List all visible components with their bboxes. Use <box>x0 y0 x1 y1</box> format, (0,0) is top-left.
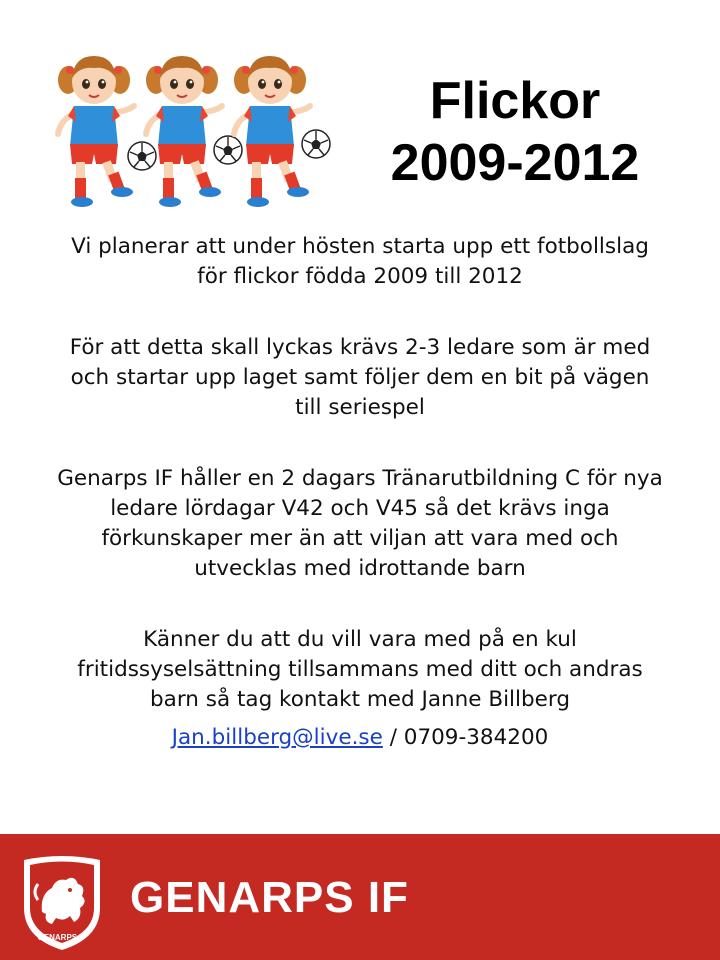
contact-line <box>20 723 700 753</box>
page-title <box>380 70 650 194</box>
leaders-paragraph <box>20 333 700 423</box>
announcement-text <box>20 232 700 753</box>
phone-number: / 0709-384200 <box>382 725 549 750</box>
email-link[interactable]: Jan.billberg@live.se <box>171 725 383 750</box>
girls-football-illustration <box>44 44 344 216</box>
contact-paragraph <box>20 625 700 715</box>
text-line: fritidssyselsättning tillsammans med ditt och andras <box>77 657 643 682</box>
text-line: till seriespel <box>295 395 425 420</box>
crest-lettering: GENARPS IF <box>37 933 87 942</box>
text-line: ledare lördagar V42 och V45 så det krävs inga <box>110 496 610 521</box>
club-crest-logo <box>16 852 108 954</box>
text-line: för flickor födda 2009 till 2012 <box>197 264 523 289</box>
intro-paragraph <box>20 232 700 292</box>
text-line: Känner du att du vill vara med på en kul <box>143 627 577 652</box>
club-name: GENARPS IF <box>130 873 409 922</box>
text-line: barn så tag kontakt med Janne Billberg <box>150 687 570 712</box>
text-line: och startar upp laget samt följer dem en bit på vägen <box>70 365 650 390</box>
text-line: Genarps IF håller en 2 dagars Tränarutbildning C för nya <box>57 466 663 491</box>
text-line: förkunskaper mer än att viljan att vara med och <box>101 526 619 551</box>
title-line-2: 2009-2012 <box>390 134 640 192</box>
training-paragraph <box>20 464 700 584</box>
text-line: För att detta skall lyckas krävs 2-3 ledare som är med <box>69 335 651 360</box>
title-line-1: Flickor <box>429 72 601 130</box>
text-line: utvecklas med idrottande barn <box>194 556 526 581</box>
text-line: Vi planerar att under hösten starta upp ett fotbollslag <box>71 234 649 259</box>
